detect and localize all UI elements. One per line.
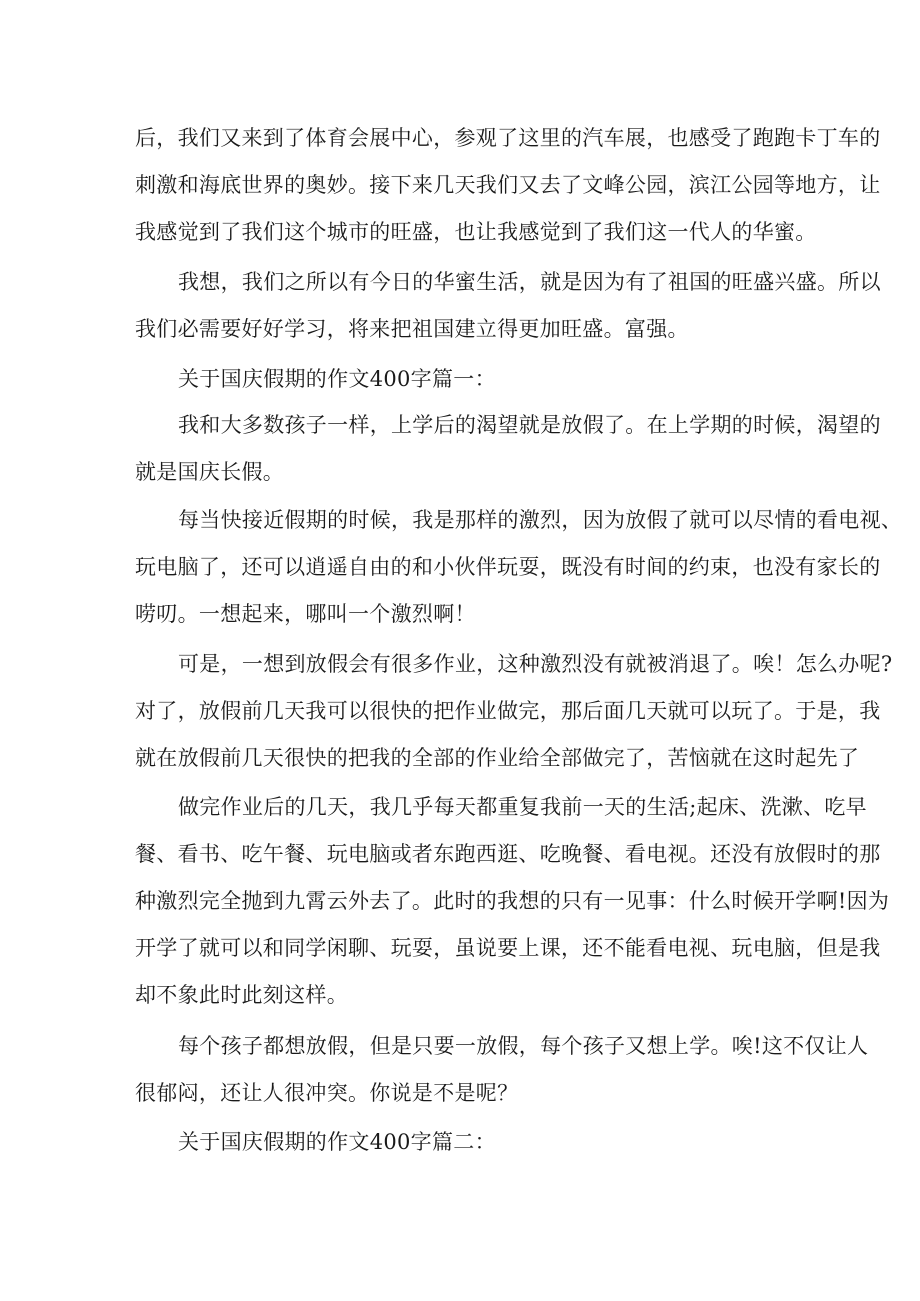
- text-line: 就在放假前几天很快的把我的全部的作业给全部做完了，苦恼就在这时起先了: [135, 746, 860, 770]
- text-line: 我和大多数孩子一样，上学后的渴望就是放假了。在上学期的时候，渴望的: [178, 413, 881, 437]
- text-line: 却不象此时此刻这样。: [135, 983, 348, 1007]
- text-line: 我感觉到了我们这个城市的旺盛，也让我感觉到了我们这一代人的华蜜。: [135, 220, 817, 244]
- text-line: 餐、看书、吃午餐、玩电脑或者东跑西逛、吃晚餐、看电视。还没有放假时的那: [135, 842, 881, 866]
- section-heading: [135, 356, 795, 403]
- section-heading: [135, 1119, 795, 1166]
- text-line: 每当快接近假期的时候，我是那样的激烈，因为放假了就可以尽情的看电视、: [178, 508, 903, 532]
- text-line: 刺激和海底世界的奥妙。接下来几天我们又去了文峰公园，滨江公园等地方，让: [135, 173, 881, 197]
- text-line: 种激烈完全抛到九霄云外去了。此时的我想的只有一见事：什么时候开学啊!因为: [135, 889, 890, 913]
- text-line: 对了，放假前几天我可以很快的把作业做完，那后面几天就可以玩了。于是，我: [135, 699, 881, 723]
- text-line: 关于国庆假期的作文400字篇二：: [178, 1130, 496, 1154]
- text-line: 玩电脑了，还可以逍遥自由的和小伙伴玩耍，既没有时间的约束，也没有家长的: [135, 555, 881, 579]
- text-line: 做完作业后的几天，我几乎每天都重复我前一天的生活;起床、洗漱、吃早: [178, 795, 867, 819]
- paragraph: [135, 641, 893, 782]
- text-line: 每个孩子都想放假，但是只要一放假，每个孩子又想上学。唉!这不仅让人: [178, 1034, 869, 1058]
- paragraph: [135, 115, 881, 256]
- text-line: 我想，我们之所以有今日的华蜜生活，就是因为有了祖国的旺盛兴盛。所以: [178, 270, 881, 294]
- paragraph: [135, 402, 881, 496]
- paragraph: [135, 1023, 869, 1117]
- text-line: 开学了就可以和同学闲聊、玩耍，虽说要上课，还不能看电视、玩电脑，但是我: [135, 936, 881, 960]
- text-line: 唠叨。一想起来，哪叫一个激烈啊！: [135, 602, 476, 626]
- text-line: 关于国庆假期的作文400字篇一：: [178, 367, 496, 391]
- text-line: 就是国庆长假。: [135, 460, 285, 484]
- text-line: 后，我们又来到了体育会展中心，参观了这里的汽车展，也感受了跑跑卡丁车的: [135, 126, 881, 150]
- paragraph: [135, 497, 903, 638]
- paragraph: [135, 784, 890, 1019]
- text-line: 我们必需要好好学习，将来把祖国建立得更加旺盛。富强。: [135, 317, 689, 341]
- text-line: 可是，一想到放假会有很多作业，这种激烈没有就被消退了。唉！怎么办呢?: [178, 652, 893, 676]
- text-line: 很郁闷，还让人很冲突。你说是不是呢？: [135, 1081, 519, 1105]
- paragraph: [135, 259, 881, 353]
